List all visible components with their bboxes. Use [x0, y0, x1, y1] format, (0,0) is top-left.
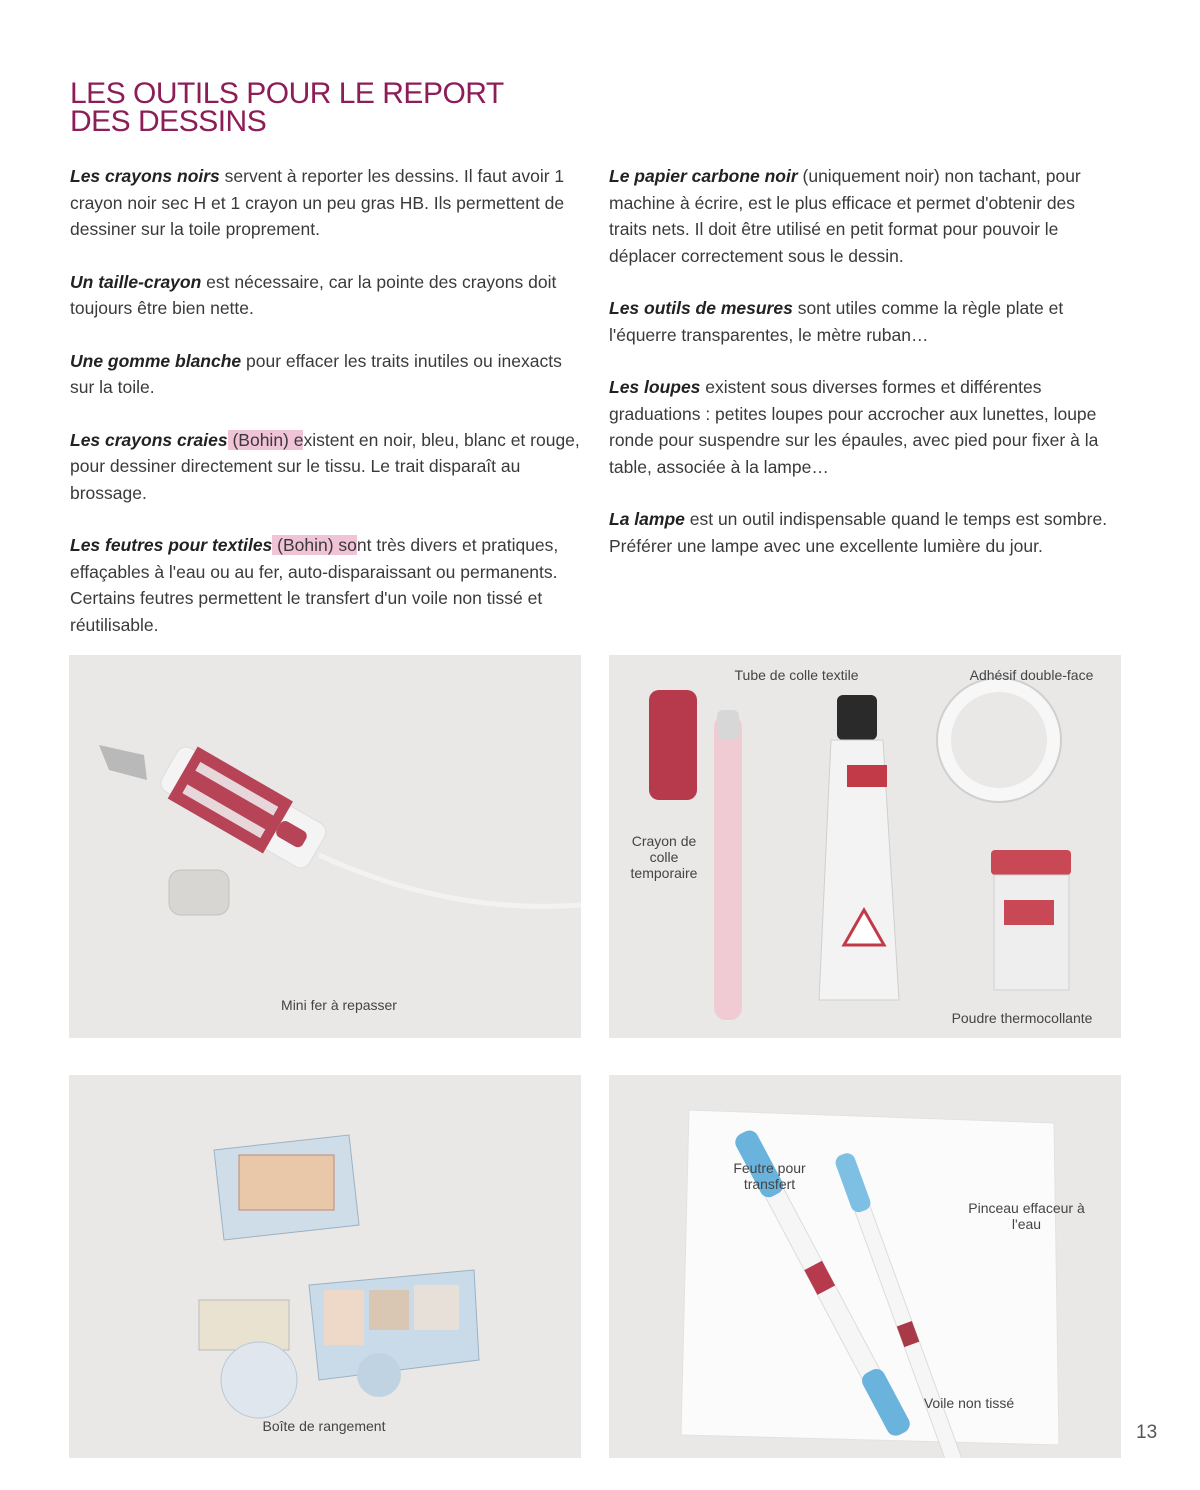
photo-storage-box	[69, 1075, 581, 1458]
paragraph-carbon-paper	[609, 163, 1109, 269]
term: Les outils de mesures	[609, 298, 793, 318]
paragraph-chalk-pencils	[70, 427, 590, 507]
caption-glue-stick: Crayon de colle temporaire	[630, 833, 698, 881]
mini-iron-illustration	[69, 655, 581, 1038]
paragraph-lamp	[609, 506, 1109, 559]
paragraph-eraser	[70, 348, 590, 401]
highlight: (Bohin) so	[272, 535, 357, 555]
term: Les crayons noirs	[70, 166, 220, 186]
title-line-1: LES OUTILS POUR LE REPORT	[70, 77, 504, 110]
paragraph-text: sont utiles comme la règle plate et l'équerre transparentes, le mètre ruban…	[609, 298, 1064, 345]
paragraph-text: est un outil indispensable quand le temps est sombre. Préférer une lampe avec une excellente lumière du jour.	[609, 509, 1108, 556]
caption-storage-box: Boîte de rangement	[262, 1418, 386, 1434]
page-number: 13	[1136, 1422, 1158, 1443]
term: La lampe	[609, 509, 685, 529]
photo-transfer-pen	[609, 1075, 1121, 1458]
paragraph-measuring-tools	[609, 295, 1109, 348]
paragraph-magnifiers	[609, 374, 1109, 480]
paragraph-text: existent sous diverses formes et différentes graduations : petites loupes pour accrocher aux lunettes, loupe ronde pour suspendre sur les épaules, avec pied pour fixer à la table, associée à la lampe…	[609, 377, 1099, 477]
photo-mini-iron	[69, 655, 581, 1038]
paragraph-text: xistent en noir, bleu, blanc et rouge, pour dessiner directement sur le tissu. Le trait disparaît au brossage.	[70, 429, 580, 503]
paragraph-sharpener	[70, 269, 590, 322]
term: Les feutres pour textiles	[70, 535, 273, 555]
term: Une gomme blanche	[70, 350, 242, 371]
term: Les loupes	[609, 377, 701, 397]
caption-double-sided-tape: Adhésif double-face	[969, 667, 1094, 683]
photo-glue-tools	[609, 655, 1121, 1038]
term: Un taille-crayon	[70, 271, 202, 292]
caption-glue-tube: Tube de colle textile	[734, 667, 859, 683]
paragraph-text: est nécessaire, car la pointe des crayons doit toujours être bien nette.	[70, 271, 557, 318]
caption-powder: Poudre thermocollante	[951, 1010, 1093, 1026]
caption-non-woven-veil: Voile non tissé	[923, 1395, 1015, 1411]
paragraph-textile-markers	[70, 532, 590, 638]
highlight: (Bohin) e	[227, 429, 304, 450]
page-title	[70, 77, 504, 138]
caption-transfer-pen: Feutre pour transfert	[733, 1160, 806, 1192]
right-column	[609, 163, 1109, 585]
storage-box-illustration	[69, 1075, 581, 1458]
paragraph-text: (uniquement noir) non tachant, pour machine à écrire, est le plus efficace et permet d'obtenir des traits nets. Il doit être utilisé en petit format pour pouvoir le déplacer correctement sous le dessin.	[609, 166, 1081, 266]
title-line-2: DES DESSINS	[70, 105, 267, 138]
transfer-pen-illustration	[609, 1075, 1121, 1458]
caption-mini-iron: Mini fer à repasser	[281, 997, 397, 1013]
paragraph-text: pour effacer les traits inutiles ou inexacts sur la toile.	[70, 350, 562, 397]
paragraph-text: servent à reporter les dessins. Il faut avoir 1 crayon noir sec H et 1 crayon un peu gras HB. Ils permettent de dessiner sur la toile proprement.	[70, 166, 565, 239]
term: Le papier carbone noir	[609, 166, 798, 186]
paragraph-text: nt très divers et pratiques, effaçables à l'eau ou au fer, auto-disparaissant ou permanents. Certains feutres permettent le transfert d'un voile non tissé et réutilisable.	[70, 535, 559, 635]
paragraph-black-pencils	[70, 163, 590, 243]
term: Les crayons craies	[70, 429, 228, 450]
caption-eraser-brush: Pinceau effaceur à l'eau	[968, 1200, 1085, 1232]
left-column	[70, 163, 590, 664]
